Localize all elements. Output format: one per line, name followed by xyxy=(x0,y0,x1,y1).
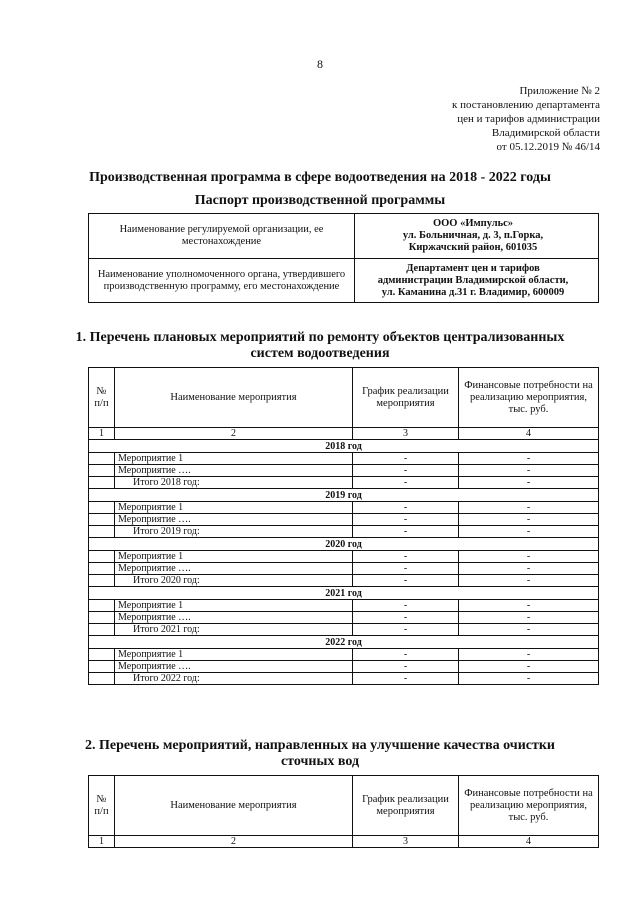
table-row xyxy=(89,477,599,489)
table-row xyxy=(89,649,599,661)
column-number: 3 xyxy=(353,836,459,848)
appendix-line: цен и тарифов администрации xyxy=(457,113,600,125)
passport-row xyxy=(89,259,599,303)
section2-title-line: 2. Перечень мероприятий, направленных на улучшение качества очистки xyxy=(84,738,555,753)
passport-value-line: Киржачский район, 601035 xyxy=(408,242,538,253)
schedule-value: - xyxy=(353,477,459,489)
schedule-value: - xyxy=(353,661,459,673)
schedule-value: - xyxy=(353,600,459,612)
table-row xyxy=(89,465,599,477)
row-number xyxy=(89,477,115,489)
activity-name: Мероприятие 1 xyxy=(115,649,353,661)
column-number-row xyxy=(89,836,599,848)
header-number: № п/п xyxy=(89,368,115,428)
section1-title-line: 1. Перечень плановых мероприятий по ремонту объектов централизованных xyxy=(75,330,565,345)
row-number xyxy=(89,551,115,563)
row-number xyxy=(89,673,115,685)
schedule-value: - xyxy=(353,563,459,575)
year-label: 2019 год xyxy=(89,489,599,502)
finance-value: - xyxy=(459,477,599,489)
table-row xyxy=(89,551,599,563)
section2-title xyxy=(40,738,600,770)
table-header-row xyxy=(89,368,599,428)
section1-title-line: систем водоотведения xyxy=(250,346,390,361)
schedule-value: - xyxy=(353,575,459,587)
row-number xyxy=(89,661,115,673)
activity-name: Итого 2019 год: xyxy=(115,526,353,538)
schedule-value: - xyxy=(353,514,459,526)
row-number xyxy=(89,612,115,624)
row-number xyxy=(89,502,115,514)
column-number: 2 xyxy=(115,428,353,440)
column-number: 4 xyxy=(459,836,599,848)
row-number xyxy=(89,526,115,538)
activity-name: Мероприятие 1 xyxy=(115,453,353,465)
table-row xyxy=(89,502,599,514)
schedule-value: - xyxy=(353,612,459,624)
year-row xyxy=(89,587,599,600)
row-number xyxy=(89,649,115,661)
finance-value: - xyxy=(459,563,599,575)
finance-value: - xyxy=(459,514,599,526)
schedule-value: - xyxy=(353,673,459,685)
finance-value: - xyxy=(459,502,599,514)
table-row xyxy=(89,600,599,612)
year-label: 2020 год xyxy=(89,538,599,551)
row-number xyxy=(89,600,115,612)
row-number xyxy=(89,514,115,526)
activity-name: Мероприятие 1 xyxy=(115,600,353,612)
finance-value: - xyxy=(459,575,599,587)
activity-name: Мероприятие 1 xyxy=(115,502,353,514)
page-number: 8 xyxy=(317,57,323,71)
section1-table xyxy=(88,367,599,685)
table-row xyxy=(89,514,599,526)
year-row xyxy=(89,636,599,649)
schedule-value: - xyxy=(353,502,459,514)
activity-name: Мероприятие …. xyxy=(115,612,353,624)
schedule-value: - xyxy=(353,453,459,465)
passport-value-line: администрации Владимирской области, xyxy=(377,274,569,286)
header-schedule: График реализации мероприятия xyxy=(353,368,459,428)
schedule-value: - xyxy=(353,624,459,636)
passport-label: Наименование уполномоченного органа, утвердившего производственную программу, его местонахождение xyxy=(89,259,355,303)
schedule-value: - xyxy=(353,526,459,538)
year-label: 2018 год xyxy=(89,440,599,453)
header-number: № п/п xyxy=(89,776,115,836)
table-row xyxy=(89,526,599,538)
year-row xyxy=(89,489,599,502)
header-name: Наименование мероприятия xyxy=(115,368,353,428)
row-number xyxy=(89,575,115,587)
passport-title: Паспорт производственной программы xyxy=(194,193,446,208)
activity-name: Мероприятие …. xyxy=(115,661,353,673)
column-number: 1 xyxy=(89,836,115,848)
header-name: Наименование мероприятия xyxy=(115,776,353,836)
appendix-line: к постановлению департамента xyxy=(452,99,600,111)
appendix-line: Владимирской области xyxy=(491,127,600,139)
schedule-value: - xyxy=(353,465,459,477)
year-row xyxy=(89,440,599,453)
column-number-row xyxy=(89,428,599,440)
finance-value: - xyxy=(459,465,599,477)
header-finance: Финансовые потребности на реализацию мероприятия, тыс. руб. xyxy=(459,776,599,836)
passport-value-line: ул. Каманина д.31 г. Владимир, 600009 xyxy=(381,286,565,298)
table-row xyxy=(89,453,599,465)
finance-value: - xyxy=(459,624,599,636)
passport-table xyxy=(88,213,599,303)
header-finance: Финансовые потребности на реализацию мероприятия, тыс. руб. xyxy=(459,368,599,428)
appendix-note xyxy=(360,84,600,154)
column-number: 1 xyxy=(89,428,115,440)
row-number xyxy=(89,465,115,477)
column-number: 3 xyxy=(353,428,459,440)
table-row xyxy=(89,661,599,673)
passport-row xyxy=(89,214,599,259)
activity-name: Мероприятие 1 xyxy=(115,551,353,563)
activity-name: Мероприятие …. xyxy=(115,514,353,526)
finance-value: - xyxy=(459,600,599,612)
column-number: 4 xyxy=(459,428,599,440)
passport-value-line: ул. Больничная, д. 3, п.Горка, xyxy=(402,230,544,241)
activity-name: Итого 2021 год: xyxy=(115,624,353,636)
section1-title xyxy=(40,330,600,362)
activity-name: Мероприятие …. xyxy=(115,465,353,477)
document-title: Производственная программа в сфере водоотведения на 2018 - 2022 годы xyxy=(89,170,551,185)
activity-name: Итого 2020 год: xyxy=(115,575,353,587)
finance-value: - xyxy=(459,526,599,538)
schedule-value: - xyxy=(353,649,459,661)
table-row xyxy=(89,612,599,624)
year-row xyxy=(89,538,599,551)
passport-value-line: Департамент цен и тарифов xyxy=(406,262,540,274)
year-label: 2022 год xyxy=(89,636,599,649)
finance-value: - xyxy=(459,612,599,624)
finance-value: - xyxy=(459,649,599,661)
row-number xyxy=(89,624,115,636)
year-label: 2021 год xyxy=(89,587,599,600)
section1-table-body xyxy=(89,440,599,685)
row-number xyxy=(89,453,115,465)
passport-value xyxy=(355,259,599,303)
table-row xyxy=(89,563,599,575)
passport-value xyxy=(355,214,599,259)
table-header-row xyxy=(89,776,599,836)
finance-value: - xyxy=(459,661,599,673)
passport-value-line: ООО «Импульс» xyxy=(432,218,514,229)
header-schedule: График реализации мероприятия xyxy=(353,776,459,836)
section2-title-line: сточных вод xyxy=(280,754,360,769)
section2-table xyxy=(88,775,599,848)
activity-name: Мероприятие …. xyxy=(115,563,353,575)
activity-name: Итого 2018 год: xyxy=(115,477,353,489)
appendix-line: Приложение № 2 xyxy=(519,85,600,97)
table-row xyxy=(89,673,599,685)
table-row xyxy=(89,575,599,587)
finance-value: - xyxy=(459,673,599,685)
appendix-line: от 05.12.2019 № 46/14 xyxy=(496,141,600,153)
table-row xyxy=(89,624,599,636)
schedule-value: - xyxy=(353,551,459,563)
finance-value: - xyxy=(459,453,599,465)
column-number: 2 xyxy=(115,836,353,848)
passport-label: Наименование регулируемой организации, ее местонахождение xyxy=(89,214,355,259)
finance-value: - xyxy=(459,551,599,563)
activity-name: Итого 2022 год: xyxy=(115,673,353,685)
row-number xyxy=(89,563,115,575)
